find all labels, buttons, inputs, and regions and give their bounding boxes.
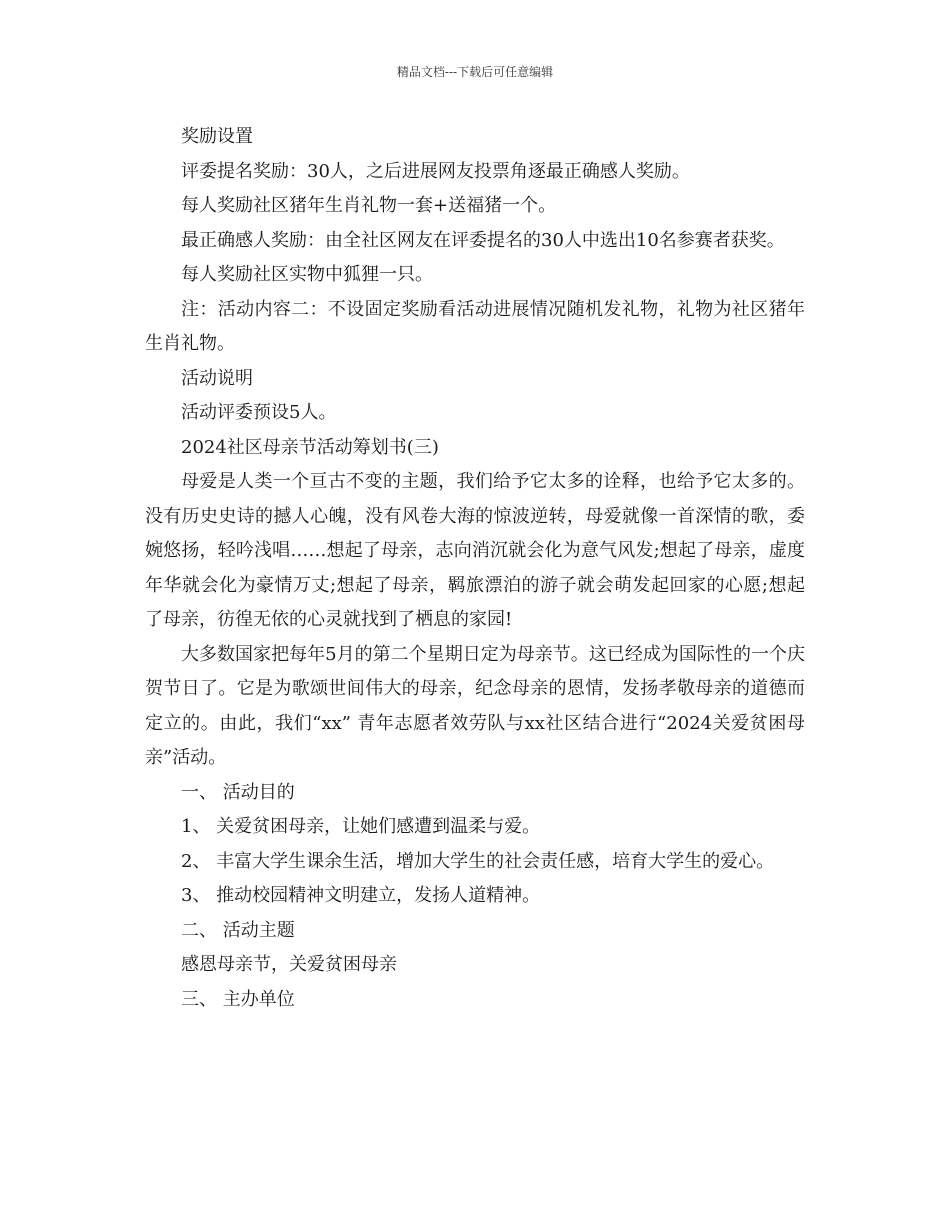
page-header: 精品文档---下载后可任意编辑	[396, 65, 554, 79]
section-heading-organizer: 三、 主办单位	[181, 988, 295, 1010]
paragraph-zodiac-gift: 每人奖励社区猪年生肖礼物一套+送福猪一个。	[181, 195, 557, 216]
list-item-purpose-2: 2、 丰富大学生课余生活，增加大学生的社会责任感，培育大学生的爱心。	[181, 850, 775, 872]
paragraph-activity-description-heading: 活动说明	[181, 367, 253, 389]
document-body	[145, 120, 805, 1017]
paragraph-mothers-day-intro: 大多数国家把每年5月的第二个星期日定为母亲节。这已经成为国际性的一个庆贺节日了。它是为歌颂世间伟大的母亲，纪念母亲的恩情，发扬孝敬母亲的道德而定立的。由此，我们“xx” 青年志愿者效劳队与xx社区结合进行“2024关爱贫困母亲”活动。	[145, 643, 805, 768]
paragraph-judge-nomination-reward: 评委提名奖励：30人，之后进展网友投票角逐最正确感人奖励。	[181, 160, 690, 182]
paragraph-most-touching-reward: 最正确感人奖励：由全社区网友在评委提名的30人中选出10名参赛者获奖。	[181, 229, 785, 251]
section-heading-purpose: 一、 活动目的	[181, 781, 295, 803]
paragraph-plan-title: 2024社区母亲节活动筹划书(三)	[181, 436, 439, 458]
paragraph-note-activity-two: 注：活动内容二：不设固定奖励看活动进展情况随机发礼物，礼物为社区猪年生肖礼物。	[145, 298, 805, 354]
list-item-purpose-3: 3、 推动校园精神文明建立，发扬人道精神。	[181, 885, 541, 906]
paragraph-fox-gift: 每人奖励社区实物中狐狸一只。	[181, 264, 433, 285]
paragraph-judges-count: 活动评委预设5人。	[181, 402, 337, 423]
paragraph-reward-settings-heading: 奖励设置	[181, 126, 253, 147]
paragraph-maternal-love: 母爱是人类一个亘古不变的主题，我们给予它太多的诠释，也给予它太多的。没有历史史诗的撼人心魄，没有风卷大海的惊波逆转，母爱就像一首深情的歌，委婉悠扬，轻吟浅唱……想起了母亲，志向消沉就会化为意气风发;想起了母亲，虚度年华就会化为豪情万丈;想起了母亲，羁旅漂泊的游子就会萌发起回家的心愿;想起了母亲，彷徨无依的心灵就找到了栖息的家园!	[145, 471, 805, 630]
list-item-purpose-1: 1、 关爱贫困母亲，让她们感遭到温柔与爱。	[181, 816, 541, 837]
paragraph-theme: 感恩母亲节，关爱贫困母亲	[181, 954, 397, 975]
section-heading-theme: 二、 活动主题	[181, 919, 295, 941]
